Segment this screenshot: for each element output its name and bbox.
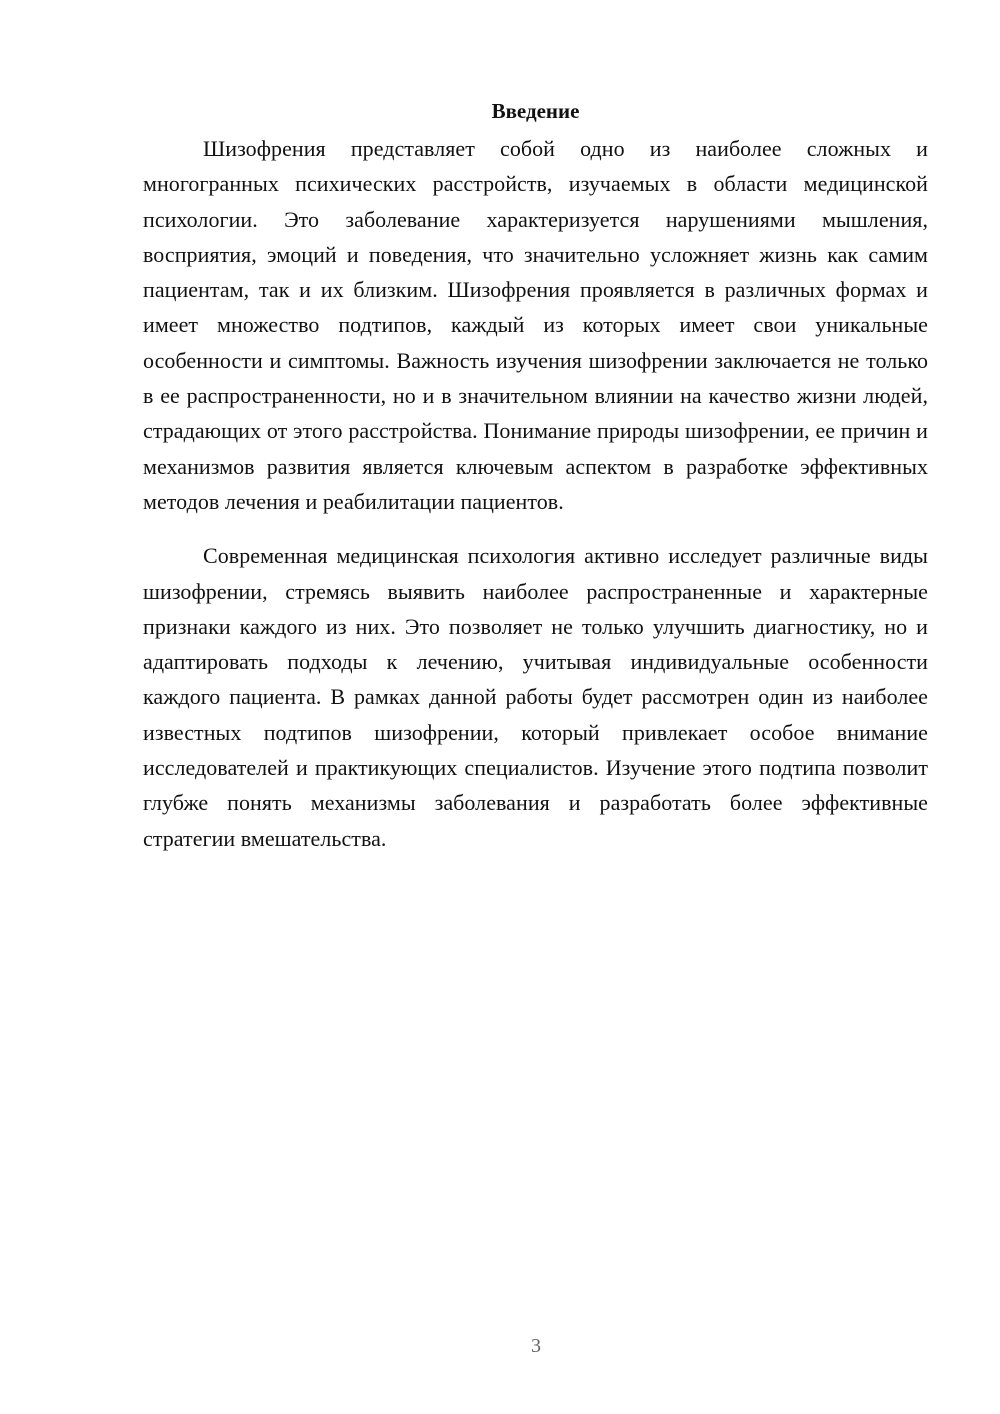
intro-paragraph-1: Шизофрения представляет собой одно из наиболее сложных и многогранных психических расстройств, изучаемых в области медицинской психологии. Это заболевание характеризуется нарушениями мышления, восприятия, эмоций и поведения, что значительно усложняет жизнь как самим пациентам, так и их близким. Шизофрения проявляется в различных формах и имеет множество подтипов, каждый из которых имеет свои уникальные особенности и симптомы. Важность изучения шизофрении заключается не только в ее распространенности, но и в значительном влиянии на качество жизни людей, страдающих от этого расстройства. Понимание природы шизофрении, ее причин и механизмов развития является ключевым аспектом в разработке эффективных методов лечения и реабилитации пациентов.	[143, 136, 928, 514]
intro-paragraph-2: Современная медицинская психология активно исследует различные виды шизофрении, стремясь выявить наиболее распространенные и характерные признаки каждого из них. Это позволяет не только улучшить диагностику, но и адаптировать подходы к лечению, учитывая индивидуальные особенности каждого пациента. В рамках данной работы будет рассмотрен один из наиболее известных подтипов шизофрении, который привлекает особое внимание исследователей и практикующих специалистов. Изучение этого подтипа позволит глубже понять механизмы заболевания и разработать более эффективные стратегии вмешательства.	[143, 543, 928, 851]
section-heading: Введение	[491, 99, 580, 123]
document-body	[143, 96, 928, 856]
page-number: 3	[531, 1335, 541, 1357]
